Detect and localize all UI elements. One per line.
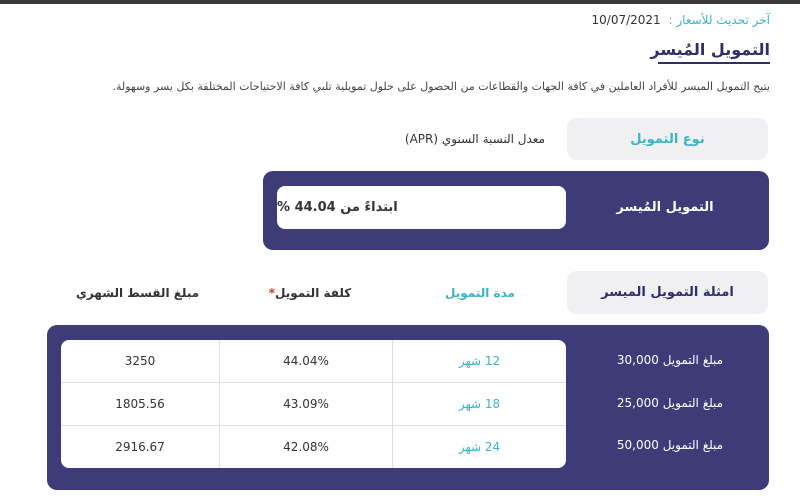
- row-label-amount: مبلغ التمويل 25,000: [616, 396, 724, 410]
- cell-monthly-installment: 2916.67: [61, 426, 220, 468]
- apr-rate-value: ابتداءً من 44.04 %: [277, 186, 566, 229]
- top-bar: [0, 0, 800, 4]
- row-label-amount: مبلغ التمويل 50,000: [616, 438, 724, 452]
- column-header-monthly-installment: مبلغ القسط الشهري: [75, 286, 200, 300]
- examples-table: [61, 340, 566, 468]
- last-update-label: آخر تحديث للأسعار :: [668, 13, 770, 27]
- cell-duration: 12 شهر: [458, 354, 501, 368]
- table-row: [61, 340, 566, 382]
- title-underline: [658, 62, 770, 64]
- column-header-duration: مدة التمويل: [445, 286, 515, 300]
- page-title: التمويل المُيسر: [650, 40, 770, 59]
- cell-financing-cost: 44.04%: [220, 340, 393, 382]
- last-update-date: 10/07/2021: [591, 13, 661, 27]
- cell-financing-cost: 42.08%: [220, 426, 393, 468]
- cell-duration: 18 شهر: [458, 397, 501, 411]
- table-row: [61, 425, 566, 467]
- last-price-update: [592, 13, 770, 27]
- page-description: يتيح التمويل الميسر للأفراد العاملين في كافة الجهات والقطاعات من الحصول على حلول تمويلية تلبي كافة الاحتياجات المختلفة بكل يسر وسهولة.: [112, 80, 770, 93]
- required-star-icon: *: [268, 286, 275, 300]
- row-label-amount: مبلغ التمويل 30,000: [616, 353, 724, 367]
- cell-monthly-installment: 1805.56: [61, 383, 220, 425]
- tab-financing-examples[interactable]: امثلة التمويل الميسر: [567, 271, 768, 314]
- table-row: [61, 382, 566, 424]
- column-header-cost: [225, 286, 395, 300]
- apr-label: معدل النسبة السنوي (APR): [404, 132, 545, 146]
- tab-financing-type[interactable]: نوع التمويل: [567, 118, 768, 160]
- rate-product-name: التمويل المُيسر: [616, 200, 714, 215]
- cell-duration: 24 شهر: [458, 440, 501, 454]
- column-header-cost-label: كلفة التمويل: [275, 286, 352, 300]
- cell-financing-cost: 43.09%: [220, 383, 393, 425]
- cell-monthly-installment: 3250: [61, 340, 220, 382]
